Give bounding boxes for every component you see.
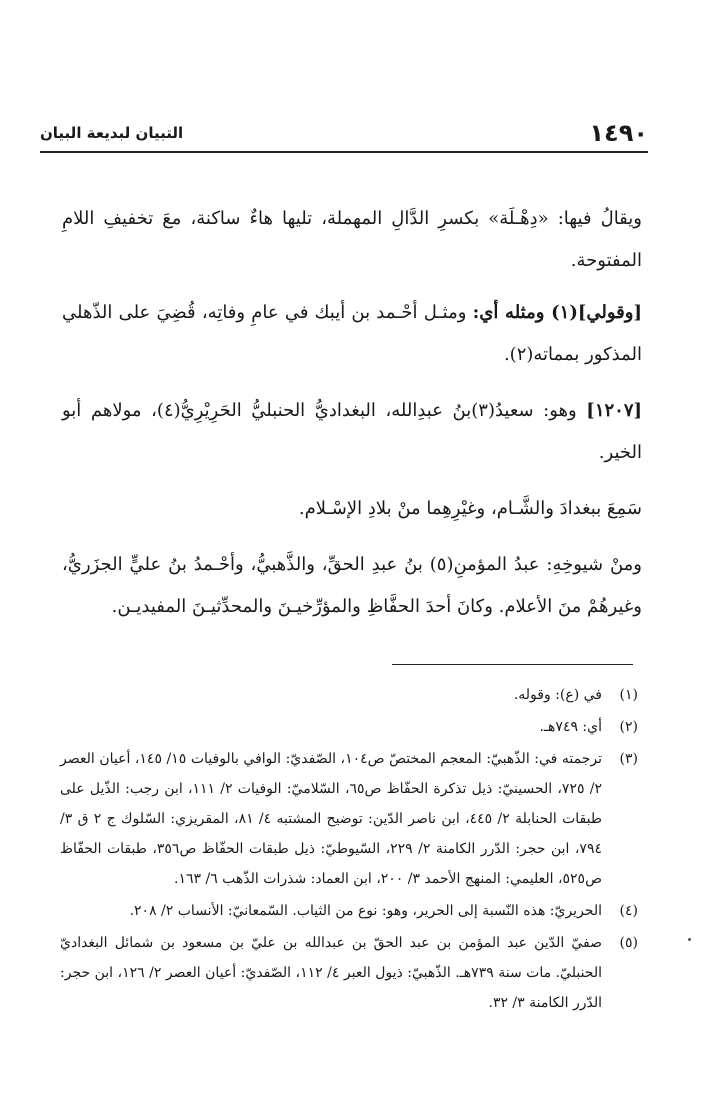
main-text (62, 198, 642, 642)
footnote-3 (60, 744, 638, 894)
footnote-text: أي: ٧٤٩هـ. (539, 719, 602, 735)
footnote-text: ترجمته في: الذّهبيّ: المعجم المختصّ ص١٠٤، الصّفديّ: الوافي بالوفيات ١٥/ ١٤٥، أعيان العصر ٢/ ٧٢٥، الحسينيّ: ذيل تذكرة الحفّاظ ص٦٥، السّلاميّ: الوفيات ٢/ ١١١، ابن رجب: الذّيل على طبقات الحنابلة ٢/ ٤٤٥، ابن ناصر الدّين: توضيح المشتبه ٤/ ٨١، المقريزي: السّلوك ج ٢ ق ٣/ ٧٩٤، ابن حجر: الدّرر الكامنة ٢/ ٢٢٩، السّيوطيّ: ذيل طبقات الحفّاظ ص٣٥٦، طبقات الحفّاظ ص٥٢٥، العليمي: المنهج الأحمد ٣/ ٢٠٠، ابن العماد: شذرات الذّهب ٦/ ١٦٣. (60, 751, 603, 887)
book-title: التبيان لبديعة البيان (40, 124, 184, 142)
header-rule (40, 151, 648, 153)
page-number: ١٤٩٠ (589, 119, 648, 147)
paragraph-3 (62, 390, 642, 474)
paragraph-5: ومنْ شيوخِهِ: عبدُ المؤمنِ(٥) بنُ عبدِ الحقِّ، والذَّهبيُّ، وأحْـمدُ بنُ عليٍّ الجزَريُّ، وغيرهُمْ منَ الأعلام. وكانَ أحدَ الحفَّاظِ والمؤرِّخيـنَ والمحدِّثيـنَ المفيديـن. (62, 554, 642, 617)
entry-number: [١٢٠٧] (586, 400, 643, 421)
footnote-number: (٥) (619, 935, 638, 951)
footnote-number: (١) (619, 687, 638, 703)
paragraph-3-text: وهو: سعيدُ(٣)بنُ عبدِالله، البغداديُّ الحنبليُّ الحَرِيْرِيُّ(٤)، مولاهم أبو الخير. (62, 400, 642, 463)
footnote-5 (60, 928, 638, 1018)
footnote-number: (٣) (619, 751, 638, 767)
footnote-separator (392, 664, 633, 665)
scan-speck (688, 938, 691, 941)
paragraph-2-text: ومثـل أحْـمد بن أيبك في عامِ وفاتِه، قُضِيَ على الذّهلي المذكور بمماته(٢). (62, 302, 642, 365)
footnote-4 (60, 896, 638, 926)
paragraph-2-lead: [وقولي](١) ومثله أي: (472, 302, 642, 323)
running-header (40, 118, 648, 148)
footnote-number: (٢) (619, 719, 638, 735)
footnotes (60, 680, 638, 1020)
paragraph-4: سَمِعَ ببغدادَ والشَّـام، وغيْرِهِما منْ بلادِ الإسْـلام. (298, 498, 642, 519)
footnote-text: الحريريّ: هذه النّسبة إلى الحرير، وهو: نوع من الثياب. السّمعانيّ: الأنساب ٢/ ٢٠٨. (129, 903, 602, 919)
footnote-text: صفيّ الدّين عبد المؤمن بن عبد الحقّ بن عبدالله بن عليّ بن مسعود بن شمائل البغداديّ الحنبليّ. مات سنة ٧٣٩هـ. الذّهبيّ: ذيول العبر ٤/ ١١٢، الصّفديّ: أعيان العصر ٢/ ١٢٦، ابن حجر: الدّرر الكامنة ٣/ ٣٢. (60, 935, 603, 1011)
paragraph-2 (62, 292, 642, 376)
footnote-text: في (ع): وقوله. (513, 687, 602, 703)
footnote-1 (60, 680, 638, 710)
footnote-number: (٤) (619, 903, 638, 919)
footnote-2 (60, 712, 638, 742)
paragraph-1: ويقالُ فيها: «دِهْـلَة» بكسرِ الدَّالِ المهملة، تليها هاءٌ ساكنة، معَ تخفيفِ اللامِ المفتوحة. (62, 208, 642, 271)
